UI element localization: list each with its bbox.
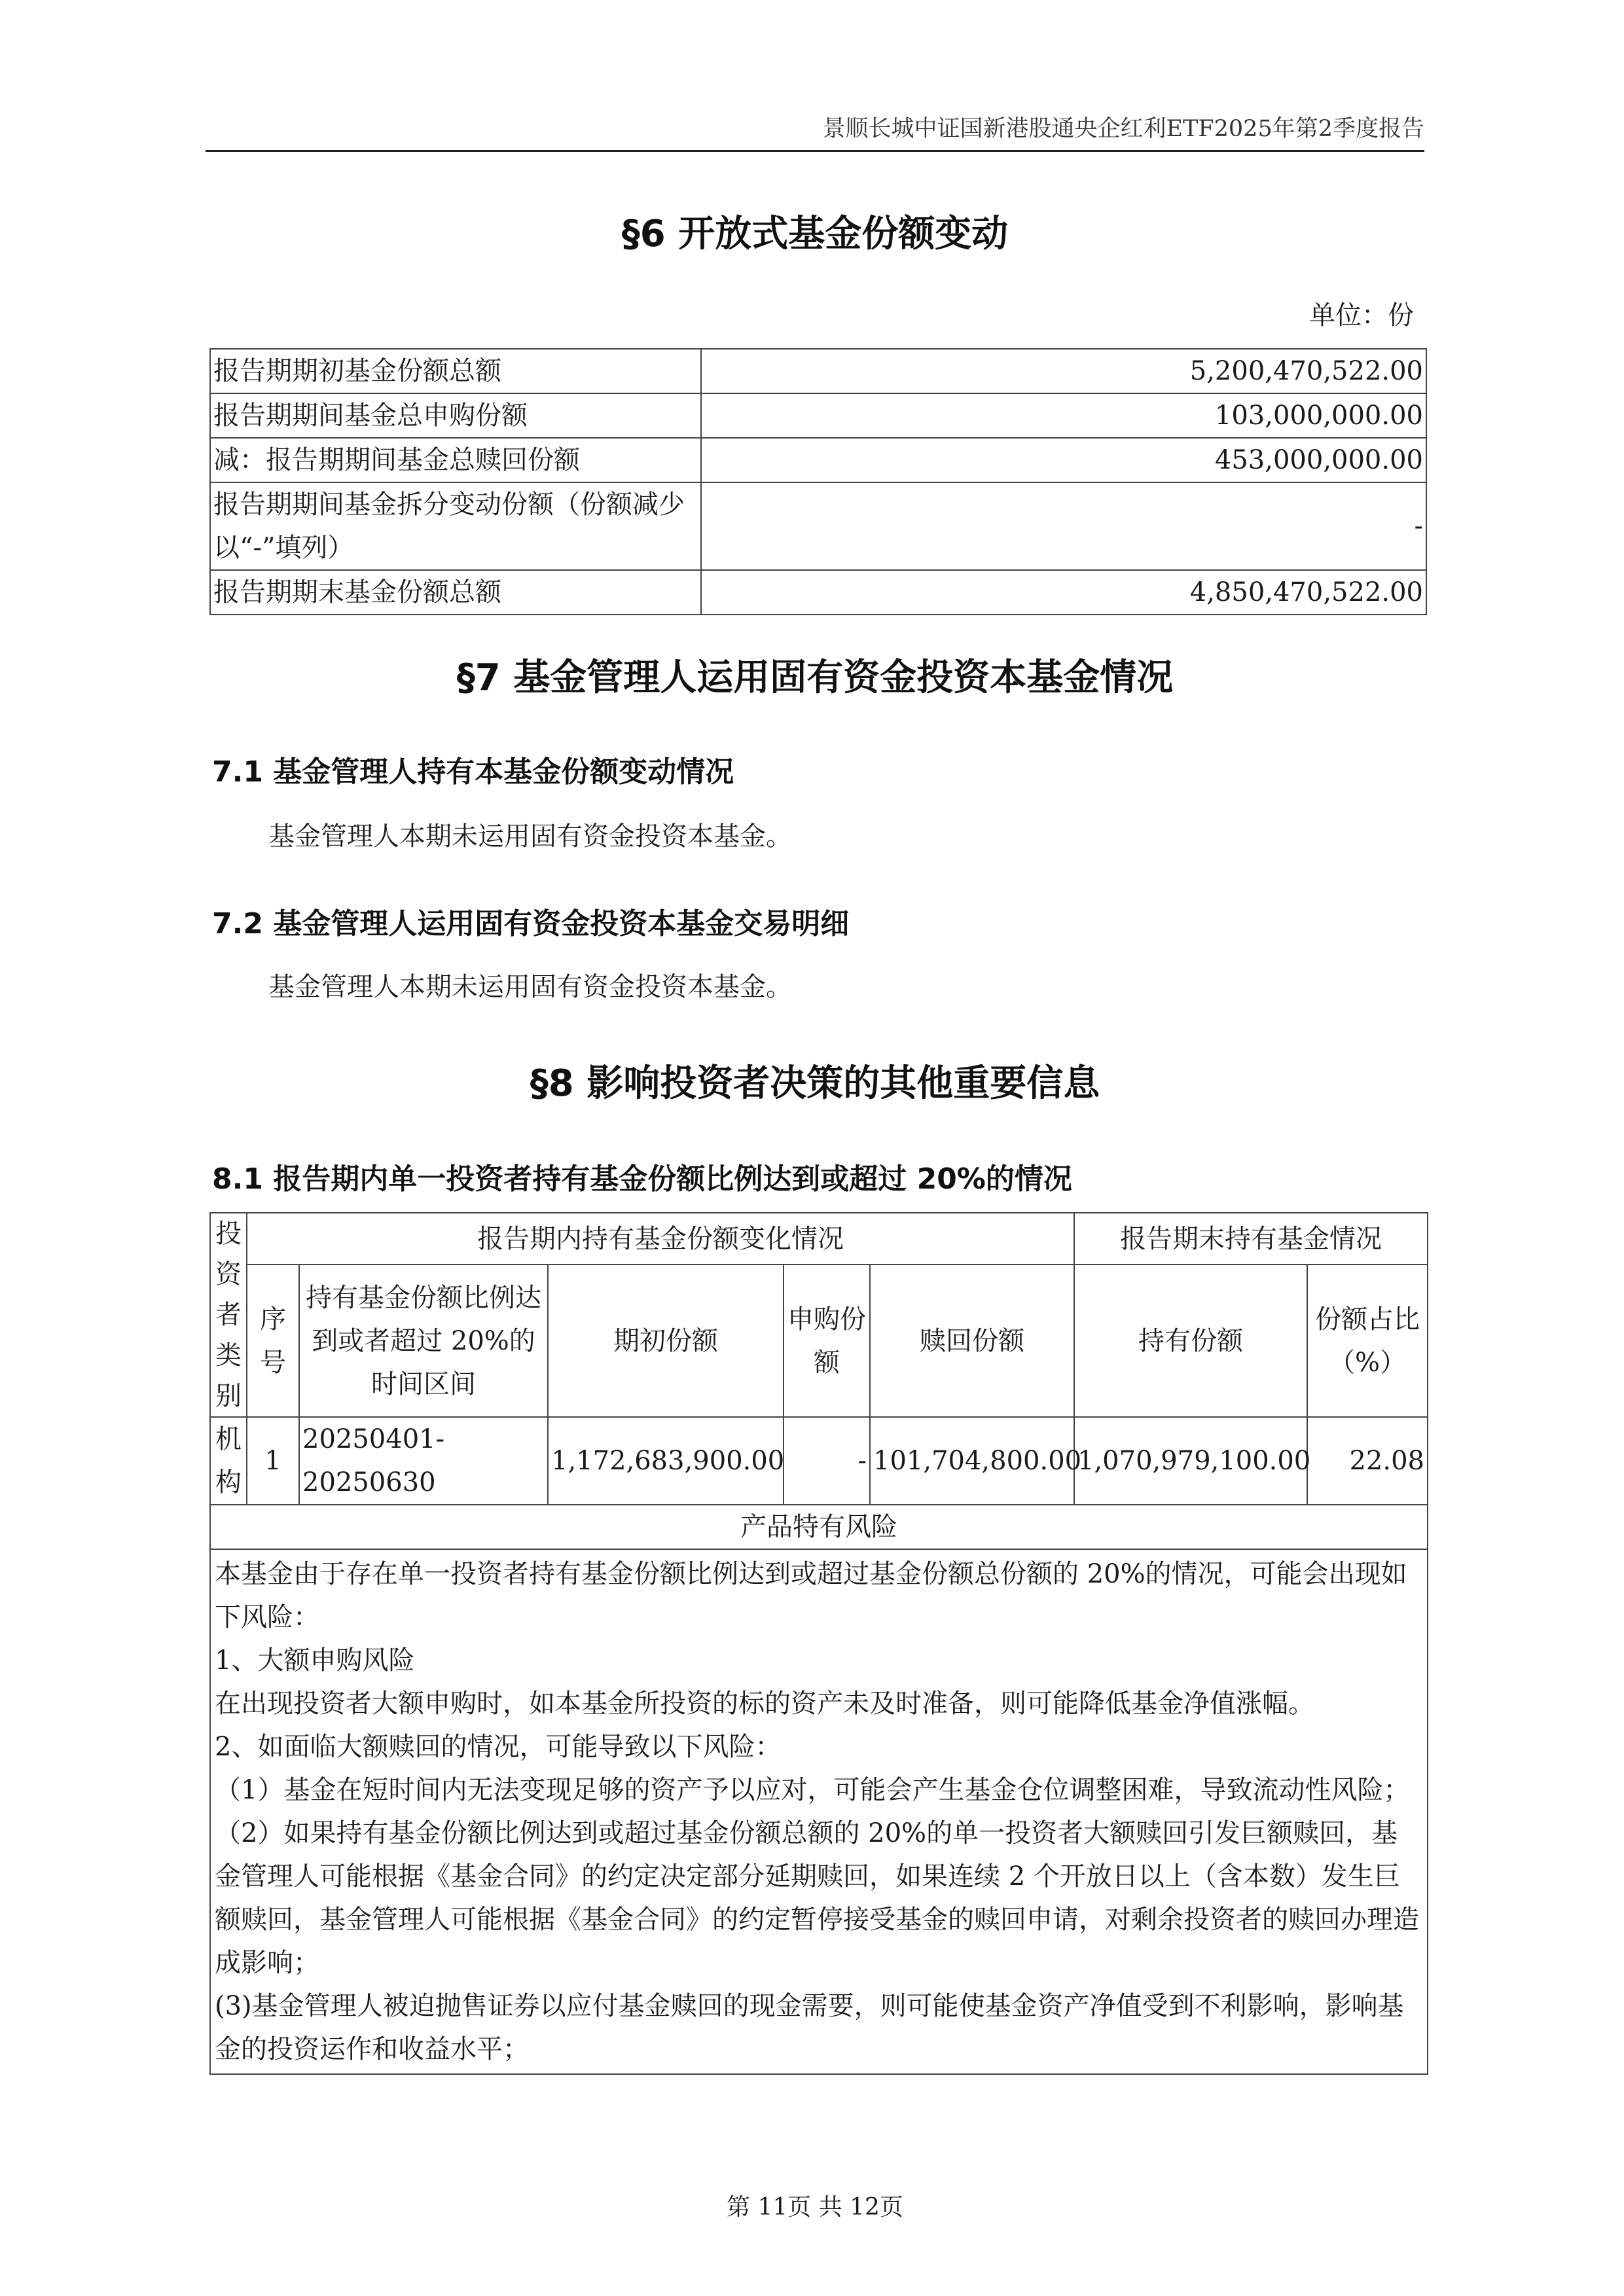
row-value: 103,000,000.00	[701, 393, 1426, 438]
cell-seq: 1	[247, 1417, 299, 1505]
header-ratio: 份额占比（%）	[1307, 1265, 1428, 1417]
risk-line: (3)基金管理人被迫抛售证券以应付基金赎回的现金需要，则可能使基金资产净值受到不利影响，影响基金的投资运作和收益水平；	[215, 1991, 1404, 2064]
cell-ratio: 22.08	[1307, 1417, 1428, 1505]
risk-line: 2、如面临大额赎回的情况，可能导致以下风险：	[215, 1732, 782, 1762]
unit-label: 单位：份	[1309, 300, 1414, 331]
row-label: 报告期期初基金份额总额	[210, 349, 701, 393]
section-7-title: §7 基金管理人运用固有资金投资本基金情况	[456, 656, 1174, 699]
table-row	[210, 438, 1426, 482]
cell-holding-shares: 1,070,979,100.00	[1074, 1417, 1307, 1505]
risk-description	[210, 1549, 1428, 2074]
row-label: 报告期期间基金拆分变动份额（份额减少以“-”填列）	[210, 482, 701, 570]
row-value: 453,000,000.00	[701, 438, 1426, 482]
table-row	[210, 1417, 1428, 1505]
section-6-title: §6 开放式基金份额变动	[621, 213, 1009, 255]
large-holder-table	[209, 1212, 1428, 2075]
cell-purchase-shares: -	[784, 1417, 870, 1505]
header-redeem-shares: 赎回份额	[870, 1265, 1074, 1417]
table-row	[210, 1549, 1428, 2074]
page-header: 景顺长城中证国新港股通央企红利ETF2025年第2季度报告	[822, 116, 1424, 142]
table-row	[210, 570, 1426, 615]
section-8-title: §8 影响投资者决策的其他重要信息	[530, 1062, 1100, 1105]
header-begin-shares: 期初份额	[548, 1265, 784, 1417]
row-label: 减：报告期期间基金总赎回份额	[210, 438, 701, 482]
header-period: 持有基金份额比例达到或者超过 20%的时间区间	[299, 1265, 548, 1417]
fund-shares-change-table	[209, 348, 1427, 615]
cell-redeem-shares: 101,704,800.00	[870, 1417, 1074, 1505]
header-group-change: 报告期内持有基金份额变化情况	[247, 1213, 1074, 1265]
table-row	[210, 1505, 1428, 1549]
row-value: 5,200,470,522.00	[701, 349, 1426, 393]
header-group-end: 报告期末持有基金情况	[1074, 1213, 1428, 1265]
section-7-2-title: 7.2 基金管理人运用固有资金投资本基金交易明细	[212, 907, 850, 941]
risk-title: 产品特有风险	[210, 1505, 1428, 1549]
header-divider	[206, 150, 1424, 152]
section-7-1-text: 基金管理人本期未运用固有资金投资本基金。	[268, 821, 792, 852]
cell-period: 20250401-20250630	[299, 1417, 548, 1505]
table-row	[210, 393, 1426, 438]
risk-line: （2）如果持有基金份额比例达到或超过基金份额总额的 20%的单一投资者大额赎回引发巨额赎回，基金管理人可能根据《基金合同》的约定决定部分延期赎回，如果连续 2 个开放日以上（含本数）发生巨额赎回，基金管理人可能根据《基金合同》的约定暂停接受基金的赎回申请，对剩余投资者的赎回办理造成影响；	[215, 1818, 1419, 1978]
header-purchase-shares: 申购份额	[784, 1265, 870, 1417]
row-label: 报告期期末基金份额总额	[210, 570, 701, 615]
header-holding-shares: 持有份额	[1074, 1265, 1307, 1417]
row-value: -	[701, 482, 1426, 570]
section-8-1-title: 8.1 报告期内单一投资者持有基金份额比例达到或超过 20%的情况	[212, 1162, 1072, 1196]
risk-line: 本基金由于存在单一投资者持有基金份额比例达到或超过基金份额总份额的 20%的情况，可能会出现如下风险：	[215, 1559, 1407, 1632]
section-7-2-text: 基金管理人本期未运用固有资金投资本基金。	[268, 972, 792, 1002]
table-row	[210, 1213, 1428, 1265]
table-row	[210, 1265, 1428, 1417]
header-investor-type: 投资者类别	[210, 1213, 247, 1417]
header-seq: 序号	[247, 1265, 299, 1417]
table-row	[210, 482, 1426, 570]
risk-line: 在出现投资者大额申购时，如本基金所投资的标的资产未及时准备，则可能降低基金净值涨幅。	[215, 1689, 1314, 1719]
row-value: 4,850,470,522.00	[701, 570, 1426, 615]
cell-investor-type: 机构	[210, 1417, 247, 1505]
risk-line: （1）基金在短时间内无法变现足够的资产予以应对，可能会产生基金仓位调整困难，导致流动性风险；	[215, 1775, 1410, 1805]
section-7-1-title: 7.1 基金管理人持有本基金份额变动情况	[212, 755, 734, 789]
risk-line: 1、大额申购风险	[215, 1645, 415, 1676]
table-row	[210, 349, 1426, 393]
page-number: 第 11页 共 12页	[727, 2194, 903, 2221]
cell-begin-shares: 1,172,683,900.00	[548, 1417, 784, 1505]
row-label: 报告期期间基金总申购份额	[210, 393, 701, 438]
